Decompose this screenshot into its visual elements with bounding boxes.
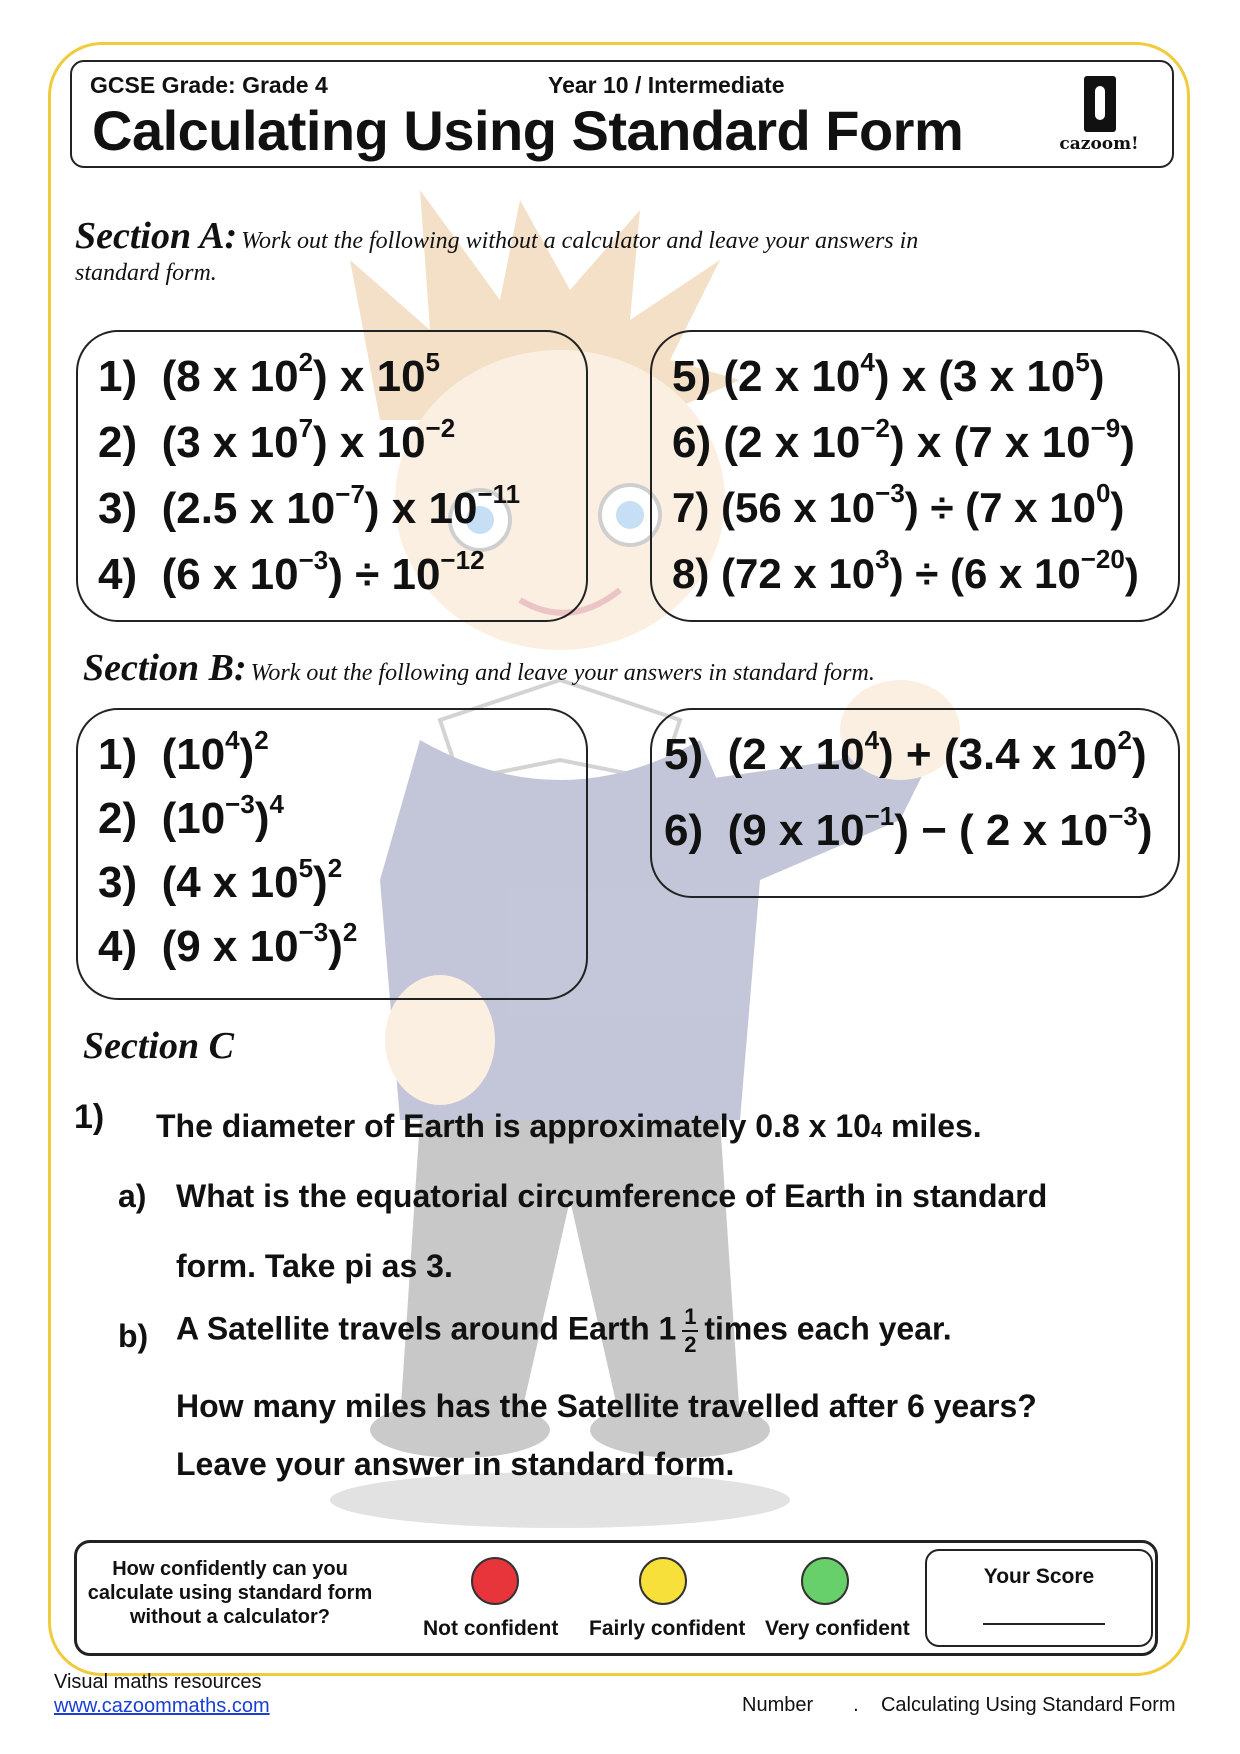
section-c-heading-block xyxy=(83,1024,234,1068)
not-confident-circle[interactable] xyxy=(471,1557,519,1605)
one-half-fraction: $\frac{1}{2}$ xyxy=(684,1304,697,1357)
section-a-heading-block xyxy=(75,214,918,287)
fairly-confident-label: Fairly confident xyxy=(589,1617,746,1640)
part-a-line1: What is the equatorial circumference of Earth in standard xyxy=(176,1178,1048,1214)
score-box[interactable] xyxy=(925,1549,1153,1647)
question-a6: 6) (2 x $10^{-2}$) x (7 x $10^{-9}$) xyxy=(672,413,1135,467)
footer-tagline: Visual maths resources xyxy=(54,1671,262,1693)
question-b1: 1) $(10^4)^2$ xyxy=(98,725,269,779)
question-b3: 3) (4 x $10^5)^2$ xyxy=(98,853,343,907)
question-a3: 3) (2.5 x $10^{-7}$) x $10^{-11}$ xyxy=(98,479,521,533)
very-confident-circle[interactable] xyxy=(801,1557,849,1605)
question-a7: 7) (56 x $10^{-3}) \div (7$ x $10^0$) xyxy=(672,478,1125,531)
section-b-heading: Section B: xyxy=(83,647,247,689)
footer-left xyxy=(54,1670,270,1718)
section-a-instruction-line2: standard form. xyxy=(75,260,217,286)
very-confident-label: Very confident xyxy=(765,1617,910,1640)
section-a-instruction: Work out the following without a calculator and leave your answers in xyxy=(241,228,919,254)
score-label: Your Score xyxy=(983,1565,1095,1588)
grade-label: GCSE Grade: Grade 4 xyxy=(90,72,328,98)
question-a1: 1) (8 x $10^2$) x $10^5$ xyxy=(98,347,441,401)
footer-topic: Number xyxy=(742,1694,814,1716)
question-a4: 4) (6 x $10^{-3}) \div 10^{-12}$ xyxy=(98,545,485,599)
not-confident-label: Not confident xyxy=(423,1617,559,1640)
worksheet-title: Calculating Using Standard Form xyxy=(92,99,964,162)
question-a2: 2) (3 x $10^7$) x $10^{-2}$ xyxy=(98,413,456,467)
score-line xyxy=(983,1623,1105,1625)
footer-worksheet-name: Calculating Using Standard Form xyxy=(880,1694,1176,1716)
part-b-line1: A Satellite travels around Earth 1 $\frac{1}{2}$ times each year. xyxy=(176,1304,952,1357)
section-b-instruction: Work out the following and leave your answers in standard form. xyxy=(250,660,875,686)
question-a5: 5) (2 x $10^4$) x (3 x $10^5$) xyxy=(672,347,1105,401)
fairly-confident-circle[interactable] xyxy=(639,1557,687,1605)
part-b-label: b) xyxy=(118,1318,149,1354)
part-a-line2: form. Take pi as 3. xyxy=(176,1248,453,1284)
section-a-heading: Section A: xyxy=(75,215,238,257)
confidence-question: How confidently can you calculate using standard form without a calculator? xyxy=(87,1558,373,1628)
section-c-heading: Section C xyxy=(83,1025,234,1067)
footer-separator: . xyxy=(853,1694,859,1716)
question-b6: 6) (9 x $10^{-1}$) − ( 2 x $10^{-3}$) xyxy=(664,801,1153,855)
section-c-q1-text: The diameter of Earth is approximately 0.8 x 104 miles. xyxy=(156,1108,982,1144)
header-box xyxy=(70,60,1174,168)
question-b2: 2) $(10^{-3})^4$ xyxy=(98,789,284,843)
footer-right xyxy=(742,1694,1176,1717)
question-b5: 5) (2 x $10^4) + (3.4$ x $10^2$) xyxy=(664,725,1147,779)
confidence-box xyxy=(74,1540,1158,1656)
part-a-label: a) xyxy=(118,1178,147,1214)
section-b-heading-block xyxy=(83,646,875,690)
logo-text: cazoom! xyxy=(1059,134,1139,154)
year-label: Year 10 / Intermediate xyxy=(548,72,785,98)
question-a8: 8) (72 x $10^3) \div (6$ x $10^{-20}$) xyxy=(672,544,1139,597)
website-link[interactable]: www.cazoommaths.com xyxy=(54,1695,270,1717)
cazoom-logo xyxy=(1058,72,1140,160)
question-b4: 4) (9 x $10^{-3})^2$ xyxy=(98,917,358,971)
section-c-q1-number: 1) xyxy=(74,1098,105,1136)
part-b-line2: How many miles has the Satellite travelled after 6 years? xyxy=(176,1388,1037,1424)
part-b-line3: Leave your answer in standard form. xyxy=(176,1446,735,1482)
